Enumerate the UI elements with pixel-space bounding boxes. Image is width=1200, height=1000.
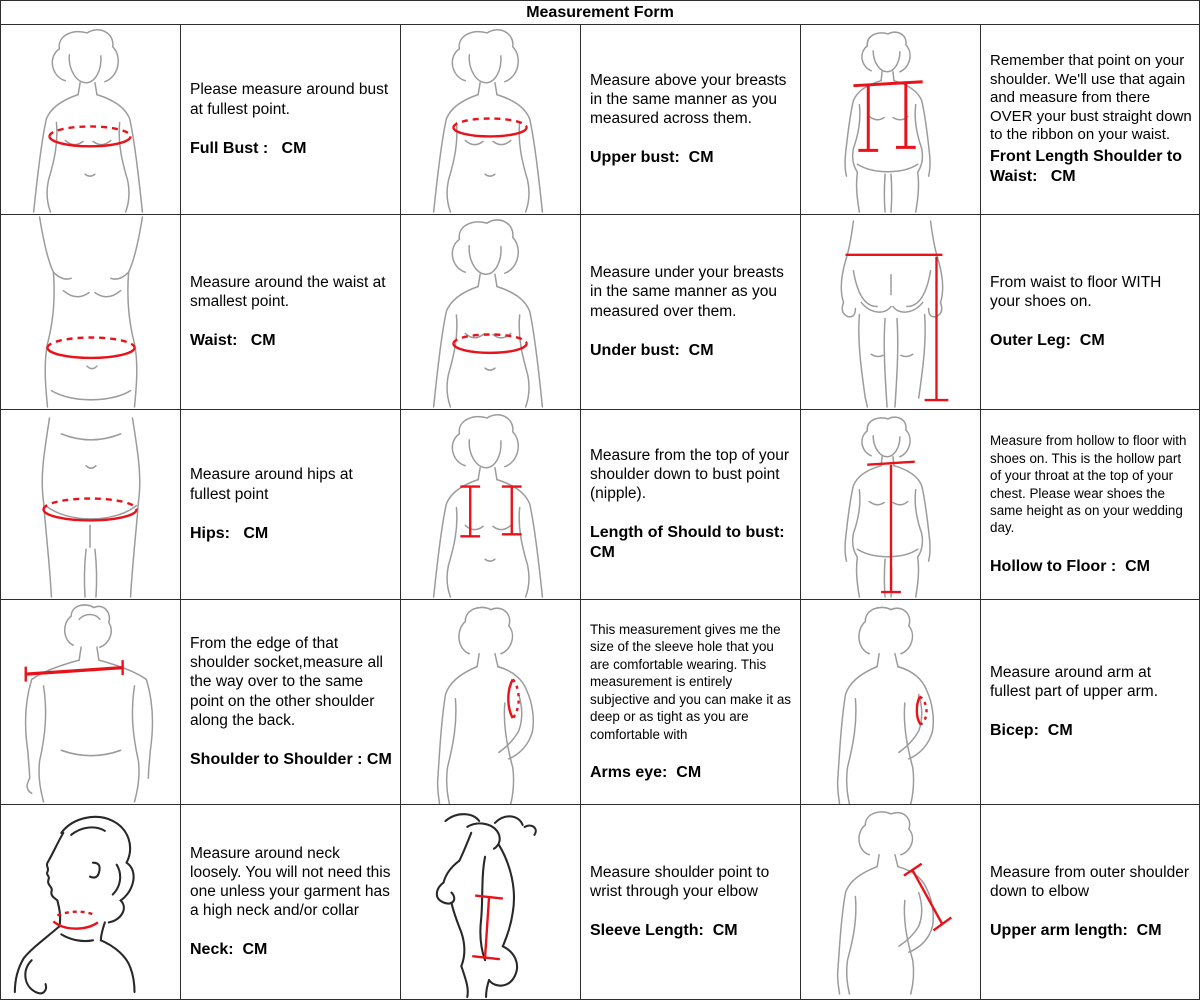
text-hollow-to-floor: [981, 410, 1199, 600]
arms-eye-label: Arms eye: CM: [590, 763, 702, 781]
under-bust-figure-illustration: [402, 215, 580, 409]
text-bicep: [981, 600, 1199, 805]
figure-sleeve-length: [401, 805, 581, 999]
upper-arm-length-label: Upper arm length: CM: [990, 922, 1162, 940]
bicep-description: Measure around arm at fullest part of upper arm.: [990, 663, 1158, 700]
figure-hips: [1, 410, 181, 600]
upper-bust-figure-illustration: [402, 25, 580, 214]
text-arms-eye: [581, 600, 801, 805]
text-sleeve-length: [581, 805, 801, 999]
sleeve-length-description: Measure shoulder point to wrist through your elbow: [590, 863, 770, 900]
sleeve-length-figure-illustration: [402, 805, 580, 999]
outer-leg-figure-illustration: [802, 215, 980, 409]
text-upper-bust: [581, 25, 801, 215]
text-shoulder-to-bust: [581, 410, 801, 600]
shoulder-to-bust-label: Length of Should to bust: CM: [590, 524, 794, 562]
figure-shoulder-to-shoulder: [1, 600, 181, 805]
measurement-grid: [1, 25, 1199, 999]
text-under-bust: [581, 215, 801, 410]
full-bust-figure-illustration: [2, 25, 180, 214]
sleeve-length-label: Sleeve Length: CM: [590, 922, 738, 940]
hollow-to-floor-figure-illustration: [802, 410, 980, 599]
figure-full-bust: [1, 25, 181, 215]
waist-figure-illustration: [2, 215, 180, 409]
under-bust-label: Under bust: CM: [590, 341, 714, 359]
full-bust-label: Full Bust : CM: [190, 139, 307, 157]
front-length-label: Front Length Shoulder to Waist: CM: [990, 147, 1187, 185]
front-length-description: Remember that point on your shoulder. We'll use that again and measure from there OVER your bust straight down to the ribbon on your waist.: [990, 52, 1192, 144]
upper-bust-label: Upper bust: CM: [590, 149, 714, 167]
hips-figure-illustration: [2, 410, 180, 599]
figure-neck: [1, 805, 181, 999]
bicep-figure-illustration: [802, 600, 980, 804]
waist-description: Measure around the waist at smallest point.: [190, 273, 386, 310]
figure-upper-arm-length: [801, 805, 981, 999]
hips-description: Measure around hips at fullest point: [190, 466, 353, 503]
text-upper-arm-length: [981, 805, 1199, 999]
figure-waist: [1, 215, 181, 410]
figure-outer-leg: [801, 215, 981, 410]
text-shoulder-to-shoulder: [181, 600, 401, 805]
figure-bicep: [801, 600, 981, 805]
hollow-to-floor-description: Measure from hollow to floor with shoes on. This is the hollow part of your throat at the top of your chest. Please wear shoes the same height as on your wedding day.: [990, 433, 1187, 536]
arms-eye-description: This measurement gives me the size of the sleeve hole that you are comfortable wearing. This measurement is entirely subjective and you can make it as deep or as tight as you are comfortable with: [590, 622, 791, 742]
outer-leg-label: Outer Leg: CM: [990, 332, 1105, 350]
page-title: Measurement Form: [1, 1, 1199, 25]
text-full-bust: [181, 25, 401, 215]
figure-front-length: [801, 25, 981, 215]
figure-arms-eye: [401, 600, 581, 805]
full-bust-description: Please measure around bust at fullest point.: [190, 81, 389, 118]
text-waist: [181, 215, 401, 410]
text-outer-leg: [981, 215, 1199, 410]
upper-arm-length-figure-illustration: [802, 805, 980, 999]
neck-figure-illustration: [2, 805, 180, 999]
upper-arm-length-description: Measure from outer shoulder down to elbow: [990, 863, 1190, 900]
shoulder-to-bust-figure-illustration: [402, 410, 580, 599]
arms-eye-figure-illustration: [402, 600, 580, 804]
front-length-figure-illustration: [802, 25, 980, 214]
bicep-label: Bicep: CM: [990, 722, 1073, 740]
neck-description: Measure around neck loosely. You will not need this one unless your garment has a high neck and/or collar: [190, 844, 391, 920]
figure-upper-bust: [401, 25, 581, 215]
under-bust-description: Measure under your breasts in the same manner as you measured over them.: [590, 264, 784, 320]
text-neck: [181, 805, 401, 999]
outer-leg-description: From waist to floor WITH your shoes on.: [990, 273, 1162, 310]
shoulder-to-bust-description: Measure from the top of your shoulder down to bust point (nipple).: [590, 446, 790, 503]
text-front-length: [981, 25, 1199, 215]
shoulder-to-shoulder-description: From the edge of that shoulder socket,measure all the way over to the same point on the other shoulder along the back.: [190, 634, 383, 729]
hips-label: Hips: CM: [190, 524, 269, 542]
neck-label: Neck: CM: [190, 941, 268, 959]
hollow-to-floor-label: Hollow to Floor : CM: [990, 557, 1150, 575]
shoulder-to-shoulder-label: Shoulder to Shoulder : CM: [190, 751, 392, 769]
shoulder-to-shoulder-figure-illustration: [2, 600, 180, 804]
waist-label: Waist: CM: [190, 332, 276, 350]
figure-under-bust: [401, 215, 581, 410]
text-hips: [181, 410, 401, 600]
upper-bust-description: Measure above your breasts in the same manner as you measured across them.: [590, 71, 787, 128]
figure-shoulder-to-bust: [401, 410, 581, 600]
figure-hollow-to-floor: [801, 410, 981, 600]
